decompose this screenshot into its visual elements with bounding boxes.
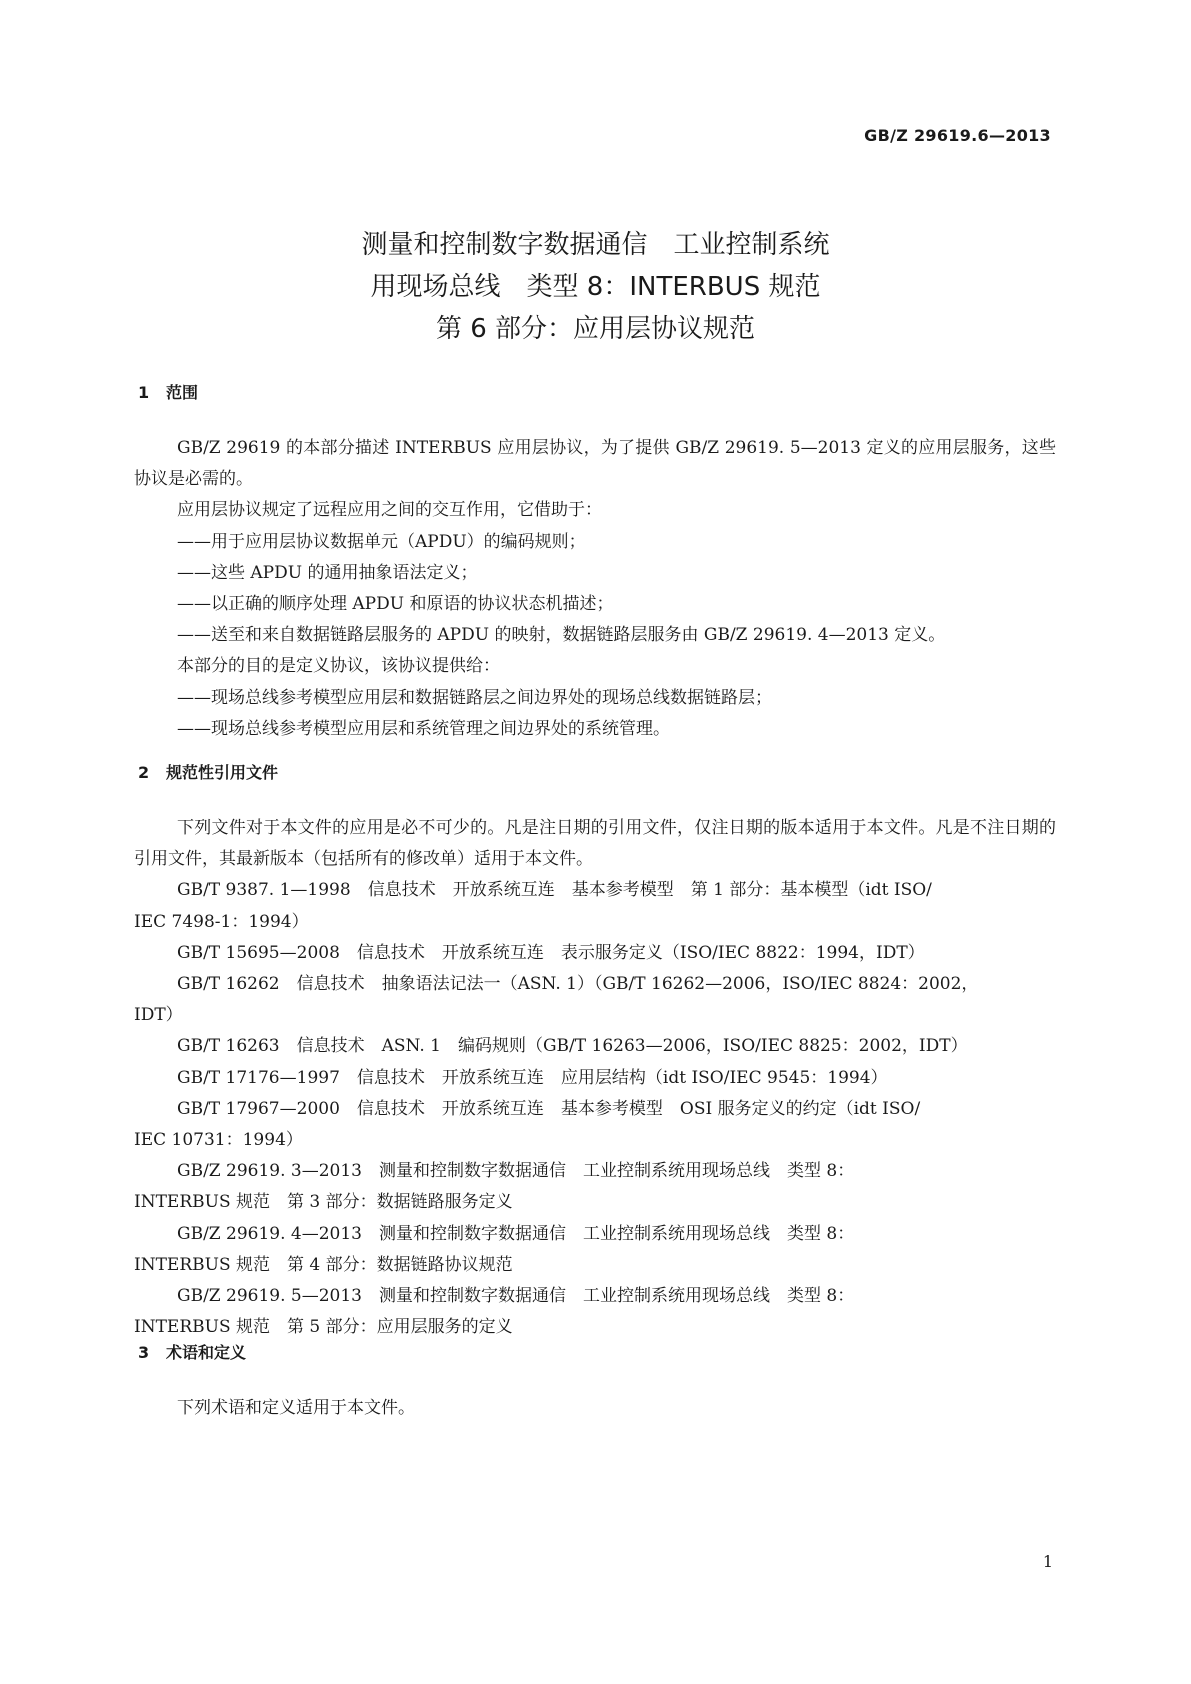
- scope-paragraph-2: 应用层协议规定了远程应用之间的交互作用，它借助于：: [177, 500, 602, 521]
- scope-paragraph-1: GB/Z 29619 的本部分描述 INTERBUS 应用层协议，为了提供 GB/Z 29619. 5—2013 定义的应用层服务，这些协议是必需的。: [134, 438, 1056, 490]
- title-line-1: 测量和控制数字数据通信 工业控制系统: [361, 230, 830, 260]
- section-3-title: 术语和定义: [166, 1343, 247, 1362]
- section-2-body: [134, 813, 1056, 1343]
- list-item: ——现场总线参考模型应用层和系统管理之间边界处的系统管理。: [177, 718, 670, 739]
- section-1-title: 范围: [166, 383, 199, 402]
- reference-line-cont: IDT）: [134, 1005, 183, 1026]
- document-title: [0, 224, 1191, 350]
- reference-line: GB/T 9387. 1—1998 信息技术 开放系统互连 基本参考模型 第 1 部分：基本模型（idt ISO/: [177, 880, 932, 901]
- list-item: ——用于应用层协议数据单元（APDU）的编码规则；: [177, 531, 586, 552]
- standard-number: GB/Z 29619.6—2013: [864, 126, 1051, 145]
- section-3-heading: [138, 1340, 246, 1363]
- section-2-heading: [138, 760, 278, 783]
- reference-line: GB/Z 29619. 4—2013 测量和控制数字数据通信 工业控制系统用现场总线 类型 8：: [177, 1223, 855, 1244]
- section-1-body: [134, 433, 1056, 745]
- reference-line: GB/Z 29619. 3—2013 测量和控制数字数据通信 工业控制系统用现场总线 类型 8：: [177, 1161, 855, 1182]
- reference-line: GB/T 16262 信息技术 抽象语法记法一（ASN. 1）（GB/T 16262—2006，ISO/IEC 8824：2002，: [177, 974, 979, 995]
- section-2-number: 2: [138, 763, 150, 782]
- reference-line: GB/T 16263 信息技术 ASN. 1 编码规则（GB/T 16263—2006，ISO/IEC 8825：2002，IDT）: [177, 1036, 968, 1057]
- section-3-number: 3: [138, 1343, 150, 1362]
- reference-line-cont: INTERBUS 规范 第 3 部分：数据链路服务定义: [134, 1192, 513, 1213]
- list-item: ——现场总线参考模型应用层和数据链路层之间边界处的现场总线数据链路层；: [177, 687, 772, 708]
- reference-line: GB/Z 29619. 5—2013 测量和控制数字数据通信 工业控制系统用现场总线 类型 8：: [177, 1286, 855, 1307]
- list-item: ——送至和来自数据链路层服务的 APDU 的映射，数据链路层服务由 GB/Z 29619. 4—2013 定义。: [177, 625, 946, 646]
- reference-line: GB/T 15695—2008 信息技术 开放系统互连 表示服务定义（ISO/IEC 8822：1994，IDT）: [177, 942, 925, 963]
- terms-intro: 下列术语和定义适用于本文件。: [177, 1398, 415, 1418]
- section-1-heading: [138, 380, 198, 403]
- reference-line-cont: IEC 7498-1：1994）: [134, 911, 309, 932]
- reference-line: GB/T 17176—1997 信息技术 开放系统互连 应用层结构（idt ISO/IEC 9545：1994）: [177, 1067, 888, 1088]
- reference-line-cont: INTERBUS 规范 第 4 部分：数据链路协议规范: [134, 1254, 513, 1275]
- title-line-3: 第 6 部分：应用层协议规范: [435, 314, 756, 344]
- section-2-title: 规范性引用文件: [166, 763, 279, 782]
- section-3-body: [134, 1393, 1056, 1424]
- reference-line: GB/T 17967—2000 信息技术 开放系统互连 基本参考模型 OSI 服务定义的约定（idt ISO/: [177, 1098, 921, 1119]
- references-intro: 下列文件对于本文件的应用是必不可少的。凡是注日期的引用文件，仅注日期的版本适用于本文件。凡是不注日期的引用文件，其最新版本（包括所有的修改单）适用于本文件。: [134, 818, 1056, 870]
- reference-line-cont: IEC 10731：1994）: [134, 1130, 303, 1151]
- title-line-2: 用现场总线 类型 8：INTERBUS 规范: [370, 272, 821, 302]
- list-item: ——这些 APDU 的通用抽象语法定义；: [177, 562, 478, 583]
- section-1-number: 1: [138, 383, 150, 402]
- page-number: 1: [1042, 1552, 1053, 1571]
- reference-line-cont: INTERBUS 规范 第 5 部分：应用层服务的定义: [134, 1317, 513, 1338]
- list-item: ——以正确的顺序处理 APDU 和原语的协议状态机描述；: [177, 594, 614, 615]
- scope-paragraph-3: 本部分的目的是定义协议，该协议提供给：: [177, 656, 500, 677]
